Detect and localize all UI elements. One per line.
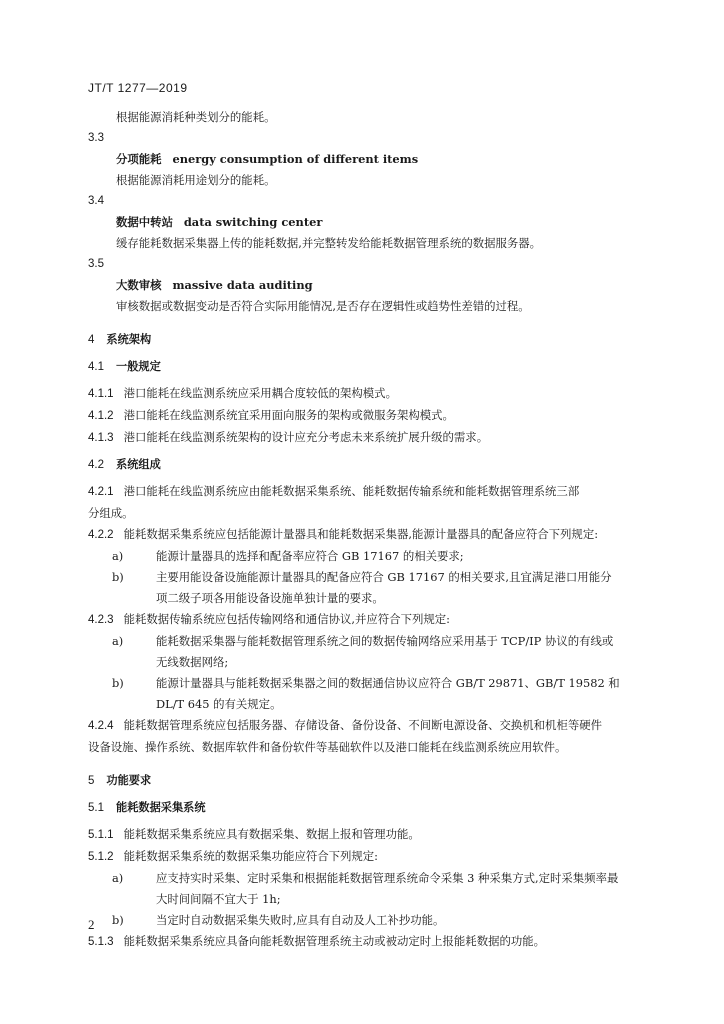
section-heading xyxy=(88,454,636,476)
list-item-continuation: 项二级子项各用能设备设施单独计量的要求。 xyxy=(156,591,384,605)
page-content xyxy=(88,107,636,953)
list-item xyxy=(88,567,636,588)
clause-number: 5.1.1 xyxy=(88,829,114,841)
clause-text: 能耗数据采集系统的数据采集功能应符合下列规定: xyxy=(123,849,379,863)
clause xyxy=(88,427,636,449)
term-cn: 分项能耗 xyxy=(116,152,162,166)
clause xyxy=(88,846,636,868)
term-cn: 大数审核 xyxy=(116,278,162,292)
definition-text: 根据能源消耗种类划分的能耗。 xyxy=(116,110,276,124)
section-heading xyxy=(88,356,636,378)
clause xyxy=(88,383,636,405)
chapter-title: 功能要求 xyxy=(106,774,152,787)
list-text: 能源计量器具的选择和配备率应符合 GB 17167 的相关要求; xyxy=(156,549,464,563)
list-label: a) xyxy=(112,634,124,648)
clause xyxy=(88,405,636,427)
page-number: 2 xyxy=(88,917,95,932)
chapter-number: 4 xyxy=(88,334,95,346)
term-heading xyxy=(88,275,636,296)
term-number: 3.3 xyxy=(88,132,104,144)
list-text: 能源计量器具与能耗数据采集器之间的数据通信协议应符合 GB/T 29871、GB/T 19582 和 xyxy=(156,676,620,690)
term-heading xyxy=(88,212,636,233)
clause-text: 能耗数据采集系统应包括能源计量器具和能耗数据采集器,能源计量器具的配备应符合下列规定: xyxy=(123,527,599,541)
chapter-heading xyxy=(88,329,636,351)
clause-continuation: 设备设施、操作系统、数据库软件和备份软件等基础软件以及港口能耗在线监测系统应用软件。 xyxy=(88,740,567,754)
section-title: 一般规定 xyxy=(116,360,161,373)
clause-text: 能耗数据采集系统应具备向能耗数据管理系统主动或被动定时上报能耗数据的功能。 xyxy=(123,934,546,948)
term-cn: 数据中转站 xyxy=(116,215,173,229)
list-label: a) xyxy=(112,549,124,563)
clause-number: 5.1.2 xyxy=(88,851,114,863)
list-item xyxy=(88,910,636,931)
section-number: 4.2 xyxy=(88,459,104,471)
list-text: 主要用能设备设施能源计量器具的配备应符合 GB 17167 的相关要求,且宜满足港口用能分 xyxy=(156,570,612,584)
chapter-title: 系统架构 xyxy=(106,333,152,346)
list-item xyxy=(88,673,636,694)
chapter-number: 5 xyxy=(88,775,95,787)
term-number: 3.5 xyxy=(88,258,104,270)
clause-continuation: 分组成。 xyxy=(88,506,134,520)
clause-text: 港口能耗在线监测系统应由能耗数据采集系统、能耗数据传输系统和能耗数据管理系统三部 xyxy=(123,484,580,498)
term-en: energy consumption of different items xyxy=(172,152,419,166)
term-number: 3.4 xyxy=(88,195,104,207)
chapter-heading xyxy=(88,770,636,792)
term-en: data switching center xyxy=(183,215,323,229)
list-label: b) xyxy=(112,570,124,584)
clause-number: 5.1.3 xyxy=(88,936,114,948)
section-heading xyxy=(88,797,636,819)
section-number: 5.1 xyxy=(88,802,104,814)
term-heading xyxy=(88,149,636,170)
clause xyxy=(88,931,636,953)
list-item xyxy=(88,631,636,652)
clause-text: 能耗数据采集系统应具有数据采集、数据上报和管理功能。 xyxy=(123,827,420,841)
clause xyxy=(88,524,636,546)
clause-number: 4.2.3 xyxy=(88,614,114,626)
list-item xyxy=(88,868,636,889)
clause-number: 4.1.1 xyxy=(88,388,114,400)
list-item-continuation: DL/T 645 的有关规定。 xyxy=(156,697,282,711)
definition-text: 根据能源消耗用途划分的能耗。 xyxy=(116,173,276,187)
clause-number: 4.2.4 xyxy=(88,720,114,732)
clause xyxy=(88,481,636,503)
clause-text: 港口能耗在线监测系统架构的设计应充分考虑未来系统扩展升级的需求。 xyxy=(123,430,489,444)
clause-number: 4.2.2 xyxy=(88,529,114,541)
clause-number: 4.2.1 xyxy=(88,486,114,498)
term-en: massive data auditing xyxy=(172,278,313,292)
clause xyxy=(88,715,636,737)
definition-text: 审核数据或数据变动是否符合实际用能情况,是否存在逻辑性或趋势性差错的过程。 xyxy=(116,299,530,313)
list-label: b) xyxy=(112,913,124,927)
clause-text: 能耗数据管理系统应包括服务器、存储设备、备份设备、不间断电源设备、交换机和机柜等硬件 xyxy=(123,718,602,732)
section-title: 系统组成 xyxy=(116,458,161,471)
list-text: 应支持实时采集、定时采集和根据能耗数据管理系统命令采集 3 种采集方式,定时采集频率最 xyxy=(156,871,619,885)
section-number: 4.1 xyxy=(88,361,104,373)
list-item xyxy=(88,546,636,567)
clause-text: 能耗数据传输系统应包括传输网络和通信协议,并应符合下列规定: xyxy=(123,612,450,626)
definition-text: 缓存能耗数据采集器上传的能耗数据,并完整转发给能耗数据管理系统的数据服务器。 xyxy=(116,236,542,250)
list-item-continuation: 无线数据网络; xyxy=(156,655,229,669)
section-title: 能耗数据采集系统 xyxy=(116,801,206,814)
clause-text: 港口能耗在线监测系统宜采用面向服务的架构或微服务架构模式。 xyxy=(123,408,454,422)
clause-text: 港口能耗在线监测系统应采用耦合度较低的架构模式。 xyxy=(123,386,397,400)
list-text: 能耗数据采集器与能耗数据管理系统之间的数据传输网络应采用基于 TCP/IP 协议的有线或 xyxy=(156,634,614,648)
clause xyxy=(88,824,636,846)
clause-number: 4.1.3 xyxy=(88,432,114,444)
clause xyxy=(88,609,636,631)
standard-code-header: JT/T 1277—2019 xyxy=(88,81,188,95)
list-text: 当定时自动数据采集失败时,应具有自动及人工补抄功能。 xyxy=(156,913,445,927)
list-label: a) xyxy=(112,871,124,885)
clause-number: 4.1.2 xyxy=(88,410,114,422)
list-label: b) xyxy=(112,676,124,690)
list-item-continuation: 大时间间隔不宜大于 1h; xyxy=(156,892,281,906)
